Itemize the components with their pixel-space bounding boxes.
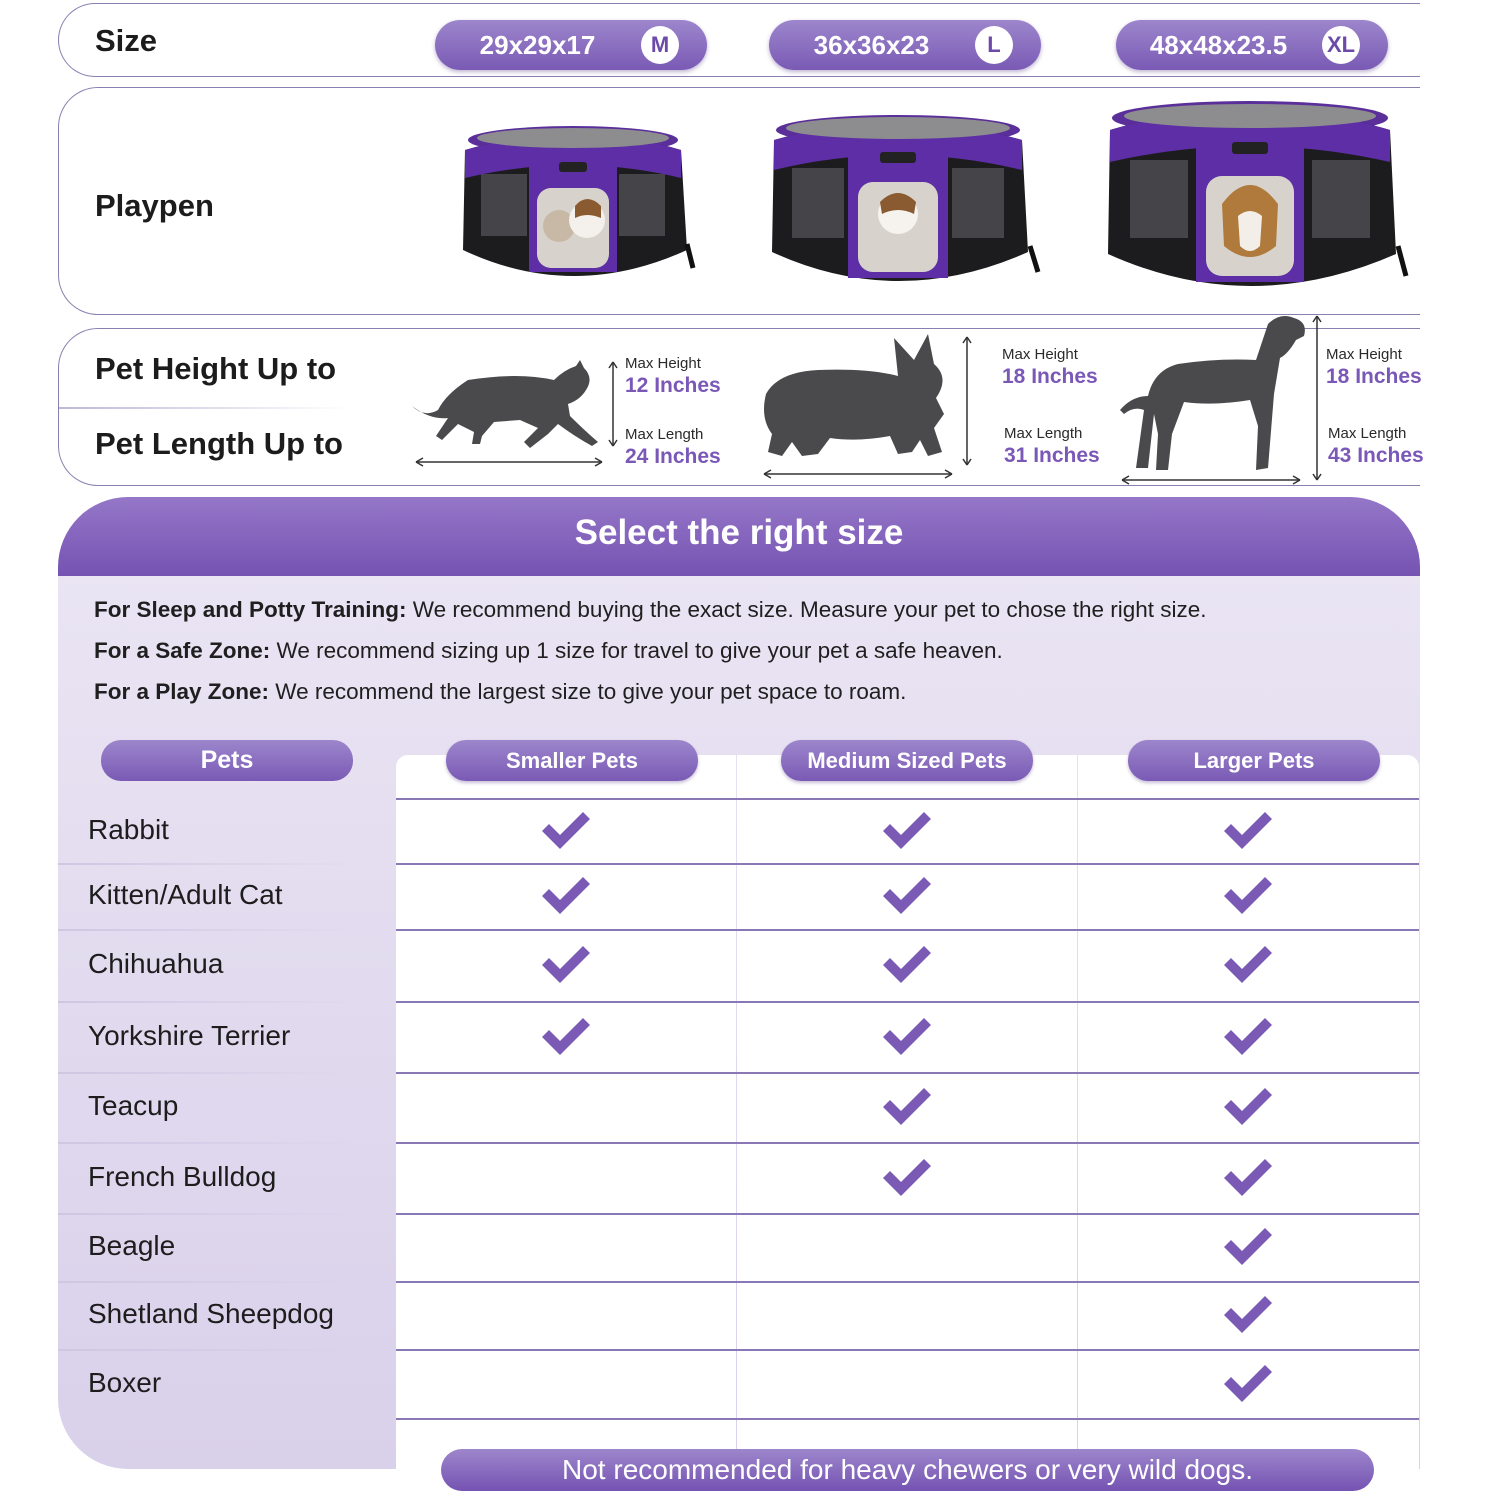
checkmark-icon	[881, 876, 933, 916]
pet-name: Yorkshire Terrier	[88, 1019, 291, 1051]
pet-row-divider	[58, 863, 358, 865]
pet-name: Teacup	[88, 1090, 179, 1121]
size-badge: M	[641, 26, 679, 64]
measure-caption: Max Length	[1328, 425, 1407, 442]
recommendation-text: We recommend the largest size to give your pet space to roam.	[269, 679, 907, 704]
measure-value: 18 Inches	[1002, 365, 1098, 388]
pet-name: Kitten/Adult Cat	[88, 879, 283, 910]
table-row-divider	[396, 1072, 1419, 1074]
size-dims: 36x36x23	[813, 30, 930, 60]
row-divider	[59, 407, 349, 409]
recommendation-text: We recommend buying the exact size. Measure your pet to chose the right size.	[406, 597, 1207, 622]
checkmark-icon	[1222, 945, 1274, 985]
checkmark-icon	[1222, 811, 1274, 851]
select-size-title: Select the right size	[574, 513, 904, 552]
size-dims: 48x48x23.5	[1149, 30, 1288, 60]
checkmark-icon	[1222, 1364, 1274, 1404]
measure-value: 31 Inches	[1004, 444, 1100, 467]
pet-name: Shetland Sheepdog	[88, 1298, 334, 1329]
recommendation-text: We recommend sizing up 1 size for travel to give your pet a safe heaven.	[270, 638, 1003, 663]
checkmark-icon	[881, 1017, 933, 1057]
size-label: Size	[95, 23, 158, 58]
table-row-divider	[396, 798, 1419, 800]
pets-column-header: Pets	[101, 740, 353, 781]
playpen-medium-image	[455, 122, 705, 294]
pet-name: French Bulldog	[88, 1160, 277, 1192]
checkmark-icon	[540, 1017, 592, 1057]
measure-value: 43 Inches	[1328, 444, 1424, 467]
recommendation-safe-zone	[94, 638, 1003, 664]
cat-silhouette-icon	[408, 358, 608, 470]
size-option-m[interactable]	[435, 20, 707, 70]
table-row-divider	[396, 1418, 1419, 1420]
measure-value: 24 Inches	[625, 445, 721, 468]
pet-row-divider	[58, 1349, 358, 1351]
checkmark-icon	[540, 876, 592, 916]
select-size-header	[58, 497, 1420, 576]
recommendation-label: For a Safe Zone:	[94, 638, 271, 663]
size-option-l[interactable]	[769, 20, 1041, 70]
recommendation-label: For Sleep and Potty Training:	[94, 597, 407, 622]
large-dog-silhouette-icon	[1118, 310, 1314, 488]
measure-caption: Max Height	[1326, 346, 1402, 363]
height-measurement-m	[625, 355, 721, 398]
checkmark-icon	[1222, 876, 1274, 916]
length-measurement-l	[1004, 425, 1100, 468]
larger-pets-header: Larger Pets	[1128, 740, 1380, 781]
checkmark-icon	[881, 811, 933, 851]
height-arrow-icon	[606, 360, 620, 448]
length-measurement-m	[625, 426, 721, 469]
pet-row-divider	[58, 1281, 358, 1283]
table-row-divider	[396, 1349, 1419, 1351]
size-badge: L	[975, 26, 1013, 64]
recommendation-label: For a Play Zone:	[94, 679, 270, 704]
pet-name: Boxer	[88, 1366, 162, 1398]
size-badge: XL	[1322, 26, 1360, 64]
recommendation-play-zone	[94, 679, 906, 705]
height-measurement-l	[1002, 346, 1098, 389]
pet-name: Beagle	[88, 1230, 176, 1261]
pet-row-divider	[58, 1001, 358, 1003]
corgi-silhouette-icon	[758, 330, 958, 482]
length-measurement-xl	[1328, 425, 1424, 468]
checkmark-icon	[881, 1087, 933, 1127]
pet-row-divider	[58, 1072, 358, 1074]
table-row-divider	[396, 1281, 1419, 1283]
pet-row-divider	[58, 929, 358, 931]
playpen-xl-image	[1104, 96, 1414, 306]
table-row-divider	[396, 1213, 1419, 1215]
measure-caption: Max Height	[625, 355, 701, 372]
checkmark-icon	[1222, 1017, 1274, 1057]
checkmark-icon	[540, 811, 592, 851]
measure-caption: Max Length	[1004, 425, 1083, 442]
smaller-pets-header: Smaller Pets	[446, 740, 698, 781]
table-row-divider	[396, 929, 1419, 931]
table-row-divider	[396, 1142, 1419, 1144]
checkmark-icon	[1222, 1087, 1274, 1127]
height-measurement-xl	[1326, 346, 1422, 389]
pet-row-divider	[58, 1213, 358, 1215]
pet-name: Rabbit	[88, 813, 169, 845]
pet-name: Chihuahua	[88, 948, 224, 979]
measure-caption: Max Length	[625, 426, 704, 443]
size-dims: 29x29x17	[479, 30, 596, 60]
measure-value: 12 Inches	[625, 374, 721, 397]
checkmark-icon	[881, 945, 933, 985]
table-row-divider	[396, 863, 1419, 865]
playpen-label: Playpen	[95, 188, 214, 223]
table-row-divider	[396, 1001, 1419, 1003]
size-option-xl[interactable]	[1116, 20, 1388, 70]
playpen-large-image	[768, 110, 1046, 300]
pet-row-divider	[58, 1142, 358, 1144]
recommendation-sleep	[94, 597, 1207, 623]
checkmark-icon	[1222, 1158, 1274, 1198]
pet-length-label: Pet Length Up to	[95, 426, 343, 461]
checkmark-icon	[1222, 1295, 1274, 1335]
checkmark-icon	[540, 945, 592, 985]
height-arrow-icon	[1310, 314, 1324, 482]
checkmark-icon	[1222, 1227, 1274, 1267]
pet-height-label: Pet Height Up to	[95, 351, 337, 386]
height-arrow-icon	[960, 335, 974, 467]
measure-caption: Max Height	[1002, 346, 1078, 363]
footer-warning: Not recommended for heavy chewers or very wild dogs.	[441, 1449, 1374, 1491]
checkmark-icon	[881, 1158, 933, 1198]
measure-value: 18 Inches	[1326, 365, 1422, 388]
medium-pets-header: Medium Sized Pets	[781, 740, 1033, 781]
